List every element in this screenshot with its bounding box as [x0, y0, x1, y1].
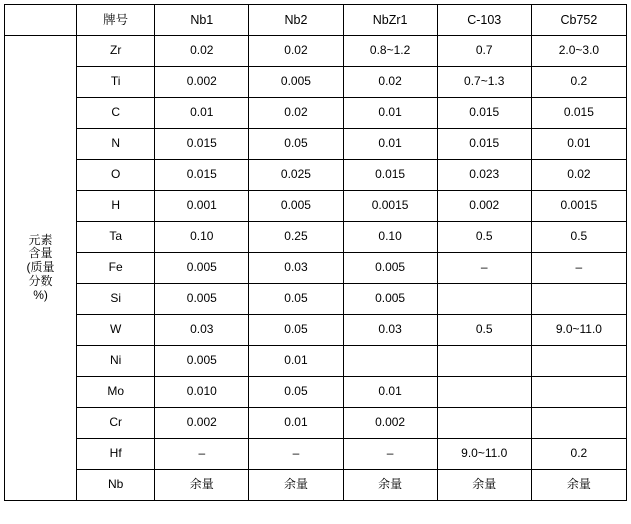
alloy-composition-table	[4, 4, 627, 501]
header-grade-c103: C-103	[437, 5, 531, 36]
header-grade-nb2: Nb2	[249, 5, 343, 36]
table-row	[5, 470, 627, 501]
cell-value: 0.01	[249, 408, 343, 439]
cell-value: 0.023	[437, 160, 531, 191]
cell-value	[437, 377, 531, 408]
table-row	[5, 315, 627, 346]
cell-value: 0.02	[249, 98, 343, 129]
cell-value: 0.025	[249, 160, 343, 191]
cell-value: 0.8~1.2	[343, 36, 437, 67]
table-header-row	[5, 5, 627, 36]
cell-value: 0.5	[531, 222, 626, 253]
cell-value: 余量	[155, 470, 249, 501]
cell-value: 2.0~3.0	[531, 36, 626, 67]
cell-value: 0.02	[155, 36, 249, 67]
cell-value	[437, 408, 531, 439]
cell-value: 0.03	[343, 315, 437, 346]
element-name: Nb	[77, 470, 155, 501]
group-label-line-2: 含量	[28, 246, 53, 261]
table-row	[5, 439, 627, 470]
element-name: Ta	[77, 222, 155, 253]
cell-value: 0.05	[249, 315, 343, 346]
cell-value: –	[249, 439, 343, 470]
cell-value: 0.0015	[531, 191, 626, 222]
header-grade-label: 牌号	[77, 5, 155, 36]
cell-value: 0.015	[343, 160, 437, 191]
cell-value: 9.0~11.0	[531, 315, 626, 346]
cell-value	[531, 284, 626, 315]
element-name: Ni	[77, 346, 155, 377]
cell-value: 0.01	[343, 377, 437, 408]
cell-value: 0.03	[155, 315, 249, 346]
cell-value: 0.005	[155, 253, 249, 284]
table-row	[5, 222, 627, 253]
cell-value	[437, 346, 531, 377]
cell-value: 余量	[531, 470, 626, 501]
table-row	[5, 253, 627, 284]
cell-value: 9.0~11.0	[437, 439, 531, 470]
cell-value: 0.7	[437, 36, 531, 67]
table-row	[5, 36, 627, 67]
cell-value: 0.02	[249, 36, 343, 67]
group-label-line-5: %)	[33, 287, 48, 302]
cell-value: 0.02	[531, 160, 626, 191]
cell-value: 0.03	[249, 253, 343, 284]
cell-value: 0.002	[343, 408, 437, 439]
cell-value: –	[343, 439, 437, 470]
cell-value: 0.001	[155, 191, 249, 222]
cell-value: 0.015	[155, 160, 249, 191]
group-label-line-3: (质量	[26, 260, 55, 275]
cell-value: –	[531, 253, 626, 284]
table-row	[5, 284, 627, 315]
cell-value: 0.05	[249, 284, 343, 315]
cell-value: 0.5	[437, 222, 531, 253]
table-row	[5, 160, 627, 191]
cell-value: 0.25	[249, 222, 343, 253]
cell-value: 余量	[437, 470, 531, 501]
cell-value: 0.010	[155, 377, 249, 408]
cell-value: 0.015	[531, 98, 626, 129]
cell-value: 0.10	[155, 222, 249, 253]
cell-value: –	[155, 439, 249, 470]
element-name: Fe	[77, 253, 155, 284]
element-name: O	[77, 160, 155, 191]
cell-value: 0.002	[155, 67, 249, 98]
cell-value: 0.01	[343, 98, 437, 129]
cell-value: 0.01	[249, 346, 343, 377]
cell-value: 余量	[343, 470, 437, 501]
element-name: Hf	[77, 439, 155, 470]
element-name: Si	[77, 284, 155, 315]
cell-value: 0.0015	[343, 191, 437, 222]
cell-value: 0.05	[249, 377, 343, 408]
table-row	[5, 377, 627, 408]
element-name: W	[77, 315, 155, 346]
group-label-element-content	[5, 36, 77, 501]
cell-value: –	[437, 253, 531, 284]
table-row	[5, 191, 627, 222]
element-name: Mo	[77, 377, 155, 408]
cell-value: 0.002	[155, 408, 249, 439]
cell-value: 0.10	[343, 222, 437, 253]
cell-value: 0.5	[437, 315, 531, 346]
group-label-line-1: 元素	[28, 232, 53, 247]
header-grade-cb752: Cb752	[531, 5, 626, 36]
cell-value: 0.01	[343, 129, 437, 160]
cell-value: 0.7~1.3	[437, 67, 531, 98]
cell-value	[343, 346, 437, 377]
cell-value: 0.2	[531, 67, 626, 98]
cell-value: 0.02	[343, 67, 437, 98]
cell-value	[531, 408, 626, 439]
element-name: C	[77, 98, 155, 129]
cell-value: 0.005	[249, 67, 343, 98]
element-name: Zr	[77, 36, 155, 67]
cell-value: 0.015	[437, 98, 531, 129]
element-name: H	[77, 191, 155, 222]
table-row	[5, 98, 627, 129]
cell-value: 0.2	[531, 439, 626, 470]
cell-value: 0.002	[437, 191, 531, 222]
cell-value: 0.005	[343, 253, 437, 284]
table-row	[5, 408, 627, 439]
cell-value: 0.015	[437, 129, 531, 160]
header-grade-nbzr1: NbZr1	[343, 5, 437, 36]
cell-value: 0.05	[249, 129, 343, 160]
table-row	[5, 67, 627, 98]
group-label-line-4: 分数	[28, 273, 53, 288]
table-row	[5, 129, 627, 160]
cell-value: 0.005	[155, 284, 249, 315]
element-name: Ti	[77, 67, 155, 98]
cell-value	[531, 346, 626, 377]
table-row	[5, 346, 627, 377]
element-name: N	[77, 129, 155, 160]
cell-value: 0.005	[249, 191, 343, 222]
cell-value: 0.005	[343, 284, 437, 315]
header-grade-nb1: Nb1	[155, 5, 249, 36]
cell-value: 0.01	[531, 129, 626, 160]
element-name: Cr	[77, 408, 155, 439]
cell-value	[437, 284, 531, 315]
document-sheet	[0, 4, 631, 524]
cell-value: 0.005	[155, 346, 249, 377]
cell-value: 余量	[249, 470, 343, 501]
header-corner-blank	[5, 5, 77, 36]
cell-value: 0.01	[155, 98, 249, 129]
cell-value: 0.015	[155, 129, 249, 160]
cell-value	[531, 377, 626, 408]
